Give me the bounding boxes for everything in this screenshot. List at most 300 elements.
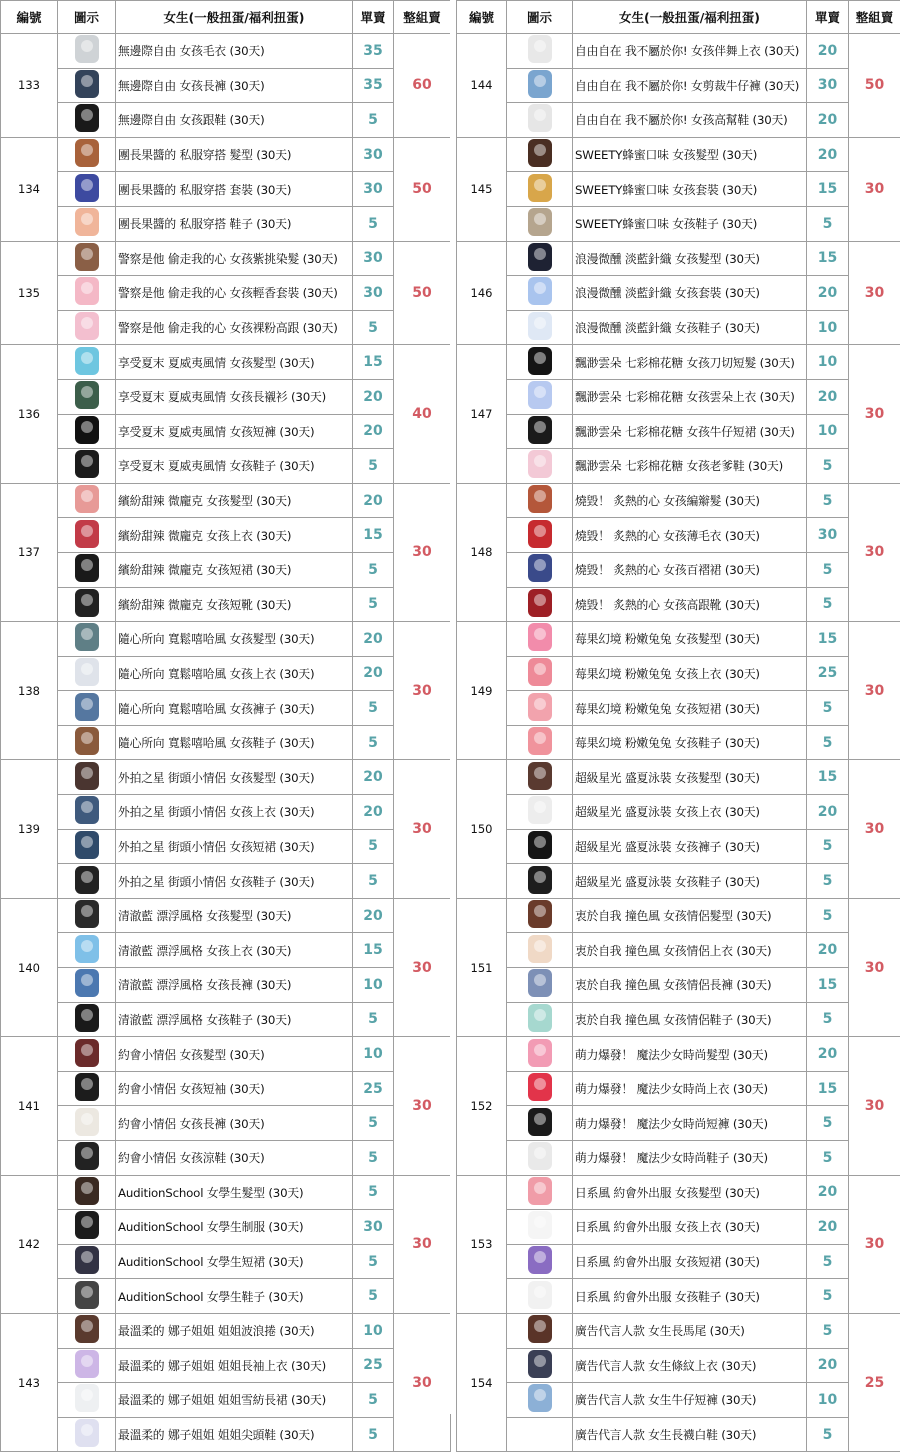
table-row <box>1 1313 451 1348</box>
table-row <box>1 1071 451 1106</box>
sneakers-icon <box>528 450 552 478</box>
item-image-cell <box>58 587 116 622</box>
item-name: AuditionSchool 女學生鞋子 (30天) <box>116 1279 353 1314</box>
item-name: 萌力爆發！ 魔法少女時尚上衣 (30天) <box>573 1071 807 1106</box>
top-icon <box>528 1350 552 1378</box>
item-image-cell <box>507 1175 573 1210</box>
sandals-icon <box>75 1142 99 1170</box>
set-price: 40 <box>394 345 451 483</box>
shoes-icon <box>75 1419 99 1447</box>
table-row <box>1 1037 451 1072</box>
item-image-cell <box>58 68 116 103</box>
table-row <box>1 137 451 172</box>
item-name: 衷於自我 撞色風 女孩情侶上衣 (30天) <box>573 933 807 968</box>
top-icon <box>75 935 99 963</box>
set-price: 30 <box>849 137 900 241</box>
item-name: 享受夏末 夏威夷風情 女孩鞋子 (30天) <box>116 449 353 484</box>
unit-price: 5 <box>807 725 849 760</box>
item-name: 飄渺雲朵 七彩棉花糖 女孩雲朵上衣 (30天) <box>573 379 807 414</box>
unit-price: 20 <box>353 898 394 933</box>
item-name: 警察是他 偷走我的心 女孩輕香套裝 (30天) <box>116 276 353 311</box>
header-row <box>457 1 900 34</box>
set-id: 153 <box>457 1175 507 1313</box>
unit-price: 30 <box>353 1210 394 1245</box>
item-name: 浪漫微醺 淡藍針織 女孩髮型 (30天) <box>573 241 807 276</box>
item-name: 清澈藍 漂浮風格 女孩鞋子 (30天) <box>116 1002 353 1037</box>
set-price: 30 <box>849 760 900 898</box>
skirt-icon <box>75 554 99 582</box>
item-image-cell <box>507 172 573 207</box>
sneakers-icon <box>528 104 552 132</box>
hair-icon <box>528 1039 552 1067</box>
item-name: 莓果幻境 粉嫩兔兔 女孩短裙 (30天) <box>573 691 807 726</box>
item-name: 隨心所向 寬鬆嘻哈風 女孩上衣 (30天) <box>116 656 353 691</box>
set-price: 50 <box>394 241 451 345</box>
item-image-cell <box>507 1313 573 1348</box>
item-image-cell <box>507 34 573 69</box>
unit-price: 20 <box>807 379 849 414</box>
top-icon <box>528 658 552 686</box>
hair-icon <box>528 762 552 790</box>
hair-icon <box>75 1039 99 1067</box>
item-image-cell <box>507 1141 573 1176</box>
item-image-cell <box>507 898 573 933</box>
unit-price: 5 <box>353 691 394 726</box>
table-row <box>1 968 451 1003</box>
table-row <box>1 1279 451 1314</box>
table-row <box>1 103 451 138</box>
shoes-icon <box>75 1004 99 1032</box>
unit-price: 20 <box>807 137 849 172</box>
unit-price: 5 <box>807 829 849 864</box>
item-image-cell <box>58 310 116 345</box>
header-unit-price: 單賣 <box>807 1 849 34</box>
unit-price: 15 <box>353 933 394 968</box>
hair-icon <box>528 139 552 167</box>
hair-icon <box>528 243 552 271</box>
table-row <box>1 276 451 311</box>
table-row <box>1 1106 451 1141</box>
unit-price: 5 <box>807 449 849 484</box>
item-image-cell <box>507 656 573 691</box>
table-row <box>457 1175 900 1210</box>
tshirt-icon <box>75 1073 99 1101</box>
unit-price: 15 <box>807 622 849 657</box>
table-row <box>1 449 451 484</box>
set-id: 133 <box>1 34 58 138</box>
item-name: 外拍之星 街頭小情侶 女孩鞋子 (30天) <box>116 864 353 899</box>
table-row <box>1 760 451 795</box>
skirt-icon <box>528 693 552 721</box>
sweater-icon <box>75 35 99 63</box>
unit-price: 30 <box>353 276 394 311</box>
hair-icon <box>75 762 99 790</box>
table-row <box>1 414 451 449</box>
unit-price: 15 <box>353 518 394 553</box>
table-row <box>457 276 900 311</box>
item-name: 約會小情侶 女孩髮型 (30天) <box>116 1037 353 1072</box>
hair-icon <box>75 1315 99 1343</box>
unit-price: 30 <box>353 241 394 276</box>
item-name: 最溫柔的 娜子姐姐 姐姐波浪捲 (30天) <box>116 1313 353 1348</box>
item-image-cell <box>58 1279 116 1314</box>
shoes-icon <box>528 1419 552 1447</box>
item-name: 外拍之星 街頭小情侶 女孩短裙 (30天) <box>116 829 353 864</box>
item-name: 超級星光 盛夏泳裝 女孩髮型 (30天) <box>573 760 807 795</box>
skirt-icon <box>528 1246 552 1274</box>
item-image-cell <box>507 1383 573 1418</box>
set-id: 135 <box>1 241 58 345</box>
table-row <box>1 656 451 691</box>
unit-price: 15 <box>807 968 849 1003</box>
unit-price: 20 <box>353 795 394 830</box>
top-icon <box>528 1073 552 1101</box>
unit-price: 5 <box>807 1141 849 1176</box>
item-name: 燒毀！ 炙熱的心 女孩高跟靴 (30天) <box>573 587 807 622</box>
unit-price: 20 <box>353 622 394 657</box>
unit-price: 10 <box>353 968 394 1003</box>
item-image-cell <box>507 68 573 103</box>
shoes-icon <box>528 312 552 340</box>
unit-price: 5 <box>353 1002 394 1037</box>
item-image-cell <box>58 552 116 587</box>
item-name: 外拍之星 街頭小情侶 女孩上衣 (30天) <box>116 795 353 830</box>
item-image-cell <box>507 1037 573 1072</box>
item-image-cell <box>58 898 116 933</box>
item-image-cell <box>58 1348 116 1383</box>
item-name: 衷於自我 撞色風 女孩情侶鞋子 (30天) <box>573 1002 807 1037</box>
set-id: 149 <box>457 622 507 760</box>
table-row <box>457 1071 900 1106</box>
item-image-cell <box>507 1002 573 1037</box>
unit-price: 5 <box>807 1002 849 1037</box>
set-price: 30 <box>394 622 451 760</box>
set-id: 142 <box>1 1175 58 1313</box>
set-id: 134 <box>1 137 58 241</box>
unit-price: 5 <box>353 829 394 864</box>
table-row <box>457 1002 900 1037</box>
set-id: 148 <box>457 483 507 621</box>
item-image-cell <box>507 1071 573 1106</box>
skirt-icon <box>75 1384 99 1412</box>
item-image-cell <box>58 172 116 207</box>
item-image-cell <box>507 1106 573 1141</box>
item-name: 莓果幻境 粉嫩兔兔 女孩髮型 (30天) <box>573 622 807 657</box>
item-name: 飄渺雲朵 七彩棉花糖 女孩老爹鞋 (30天) <box>573 449 807 484</box>
table-row <box>457 1313 900 1348</box>
unit-price: 20 <box>807 103 849 138</box>
unit-price: 5 <box>353 864 394 899</box>
unit-price: 10 <box>353 1313 394 1348</box>
table-row <box>457 864 900 899</box>
item-name: 萌力爆發！ 魔法少女時尚髮型 (30天) <box>573 1037 807 1072</box>
item-image-cell <box>507 829 573 864</box>
set-price: 50 <box>849 34 900 138</box>
item-name: SWEETY蜂蜜口味 女孩套裝 (30天) <box>573 172 807 207</box>
set-price: 30 <box>849 622 900 760</box>
item-name: 莓果幻境 粉嫩兔兔 女孩上衣 (30天) <box>573 656 807 691</box>
item-image-cell <box>507 241 573 276</box>
item-image-cell <box>58 933 116 968</box>
item-image-cell <box>507 795 573 830</box>
right-price-table <box>456 0 900 1452</box>
table-row <box>457 691 900 726</box>
hair-icon <box>528 1315 552 1343</box>
top-icon <box>528 381 552 409</box>
item-name: 無邊際自由 女孩跟鞋 (30天) <box>116 103 353 138</box>
top-icon <box>528 35 552 63</box>
item-image-cell <box>507 449 573 484</box>
item-image-cell <box>58 103 116 138</box>
table-row <box>1 552 451 587</box>
item-name: 約會小情侶 女孩長褲 (30天) <box>116 1106 353 1141</box>
unit-price: 5 <box>807 1417 849 1452</box>
table-row <box>457 68 900 103</box>
unit-price: 30 <box>807 68 849 103</box>
item-name: 團長果醬的 私服穿搭 鞋子 (30天) <box>116 206 353 241</box>
pants-icon <box>75 969 99 997</box>
item-image-cell <box>507 379 573 414</box>
shoes-icon <box>75 1281 99 1309</box>
table-row <box>1 483 451 518</box>
item-image-cell <box>58 760 116 795</box>
item-image-cell <box>507 760 573 795</box>
swimsuit-icon <box>528 796 552 824</box>
item-name: 享受夏末 夏威夷風情 女孩長襯衫 (30天) <box>116 379 353 414</box>
item-name: 繽紛甜辣 微龐克 女孩上衣 (30天) <box>116 518 353 553</box>
unit-price: 35 <box>353 68 394 103</box>
header-image: 圖示 <box>58 1 116 34</box>
table-row <box>457 968 900 1003</box>
table-row <box>1 345 451 380</box>
table-row <box>457 795 900 830</box>
item-name: 隨心所向 寬鬆嘻哈風 女孩褲子 (30天) <box>116 691 353 726</box>
set-price: 50 <box>394 137 451 241</box>
unit-price: 20 <box>807 1037 849 1072</box>
item-name: 飄渺雲朵 七彩棉花糖 女孩牛仔短裙 (30天) <box>573 414 807 449</box>
item-image-cell <box>58 1002 116 1037</box>
unit-price: 5 <box>807 898 849 933</box>
item-image-cell <box>507 414 573 449</box>
item-name: 團長果醬的 私服穿搭 髮型 (30天) <box>116 137 353 172</box>
table-row <box>1 1383 451 1418</box>
left-table-body <box>1 34 451 1452</box>
header-id: 編號 <box>1 1 58 34</box>
unit-price: 20 <box>353 656 394 691</box>
uniform-icon <box>75 1211 99 1239</box>
unit-price: 20 <box>807 34 849 69</box>
top-icon <box>75 658 99 686</box>
table-row <box>457 760 900 795</box>
table-row <box>457 241 900 276</box>
table-row <box>457 103 900 138</box>
unit-price: 20 <box>807 1348 849 1383</box>
table-row <box>457 898 900 933</box>
item-image-cell <box>507 1244 573 1279</box>
item-image-cell <box>58 1175 116 1210</box>
table-row <box>457 1037 900 1072</box>
table-row <box>457 1279 900 1314</box>
table-row <box>1 1002 451 1037</box>
header-row <box>1 1 451 34</box>
set-id: 147 <box>457 345 507 483</box>
item-name: 自由自在 我不屬於你! 女孩伴舞上衣 (30天) <box>573 34 807 69</box>
set-id: 150 <box>457 760 507 898</box>
outfit-icon <box>75 174 99 202</box>
item-name: 日系風 約會外出服 女孩髮型 (30天) <box>573 1175 807 1210</box>
hair-icon <box>75 623 99 651</box>
unit-price: 30 <box>807 518 849 553</box>
item-image-cell <box>58 379 116 414</box>
table-row <box>457 449 900 484</box>
right-table-column <box>450 0 900 1414</box>
table-row <box>457 34 900 69</box>
shorts-icon <box>528 1384 552 1412</box>
table-row <box>457 137 900 172</box>
item-name: 約會小情侶 女孩涼鞋 (30天) <box>116 1141 353 1176</box>
item-name: 衷於自我 撞色風 女孩情侶髮型 (30天) <box>573 898 807 933</box>
item-name: 超級星光 盛夏泳裝 女孩鞋子 (30天) <box>573 864 807 899</box>
item-name: 自由自在 我不屬於你! 女孩高幫鞋 (30天) <box>573 103 807 138</box>
item-name: 廣告代言人款 女生長襪白鞋 (30天) <box>573 1417 807 1452</box>
item-name: 清澈藍 漂浮風格 女孩長褲 (30天) <box>116 968 353 1003</box>
item-image-cell <box>507 1210 573 1245</box>
table-row <box>457 483 900 518</box>
item-image-cell <box>58 622 116 657</box>
shoes-icon <box>75 727 99 755</box>
unit-price: 5 <box>353 310 394 345</box>
shoes-icon <box>75 208 99 236</box>
table-row <box>1 1348 451 1383</box>
unit-price: 15 <box>807 172 849 207</box>
item-image-cell <box>58 206 116 241</box>
set-price: 30 <box>849 898 900 1036</box>
item-name: 萌力爆發！ 魔法少女時尚鞋子 (30天) <box>573 1141 807 1176</box>
table-row <box>1 68 451 103</box>
set-price: 30 <box>394 760 451 898</box>
unit-price: 5 <box>807 691 849 726</box>
item-name: SWEETY蜂蜜口味 女孩髮型 (30天) <box>573 137 807 172</box>
item-image-cell <box>58 449 116 484</box>
unit-price: 20 <box>807 276 849 311</box>
pants-icon <box>75 70 99 98</box>
unit-price: 10 <box>353 1037 394 1072</box>
item-name: 清澈藍 漂浮風格 女孩髮型 (30天) <box>116 898 353 933</box>
left-table-column <box>0 0 450 1414</box>
item-name: 莓果幻境 粉嫩兔兔 女孩鞋子 (30天) <box>573 725 807 760</box>
table-row <box>457 518 900 553</box>
hair-icon <box>75 485 99 513</box>
item-image-cell <box>58 1417 116 1452</box>
item-image-cell <box>507 1348 573 1383</box>
item-image-cell <box>58 1383 116 1418</box>
item-name: 廣告代言人款 女生條紋上衣 (30天) <box>573 1348 807 1383</box>
table-row <box>1 691 451 726</box>
item-image-cell <box>507 518 573 553</box>
top-icon <box>75 796 99 824</box>
item-image-cell <box>58 518 116 553</box>
item-name: 約會小情侶 女孩短袖 (30天) <box>116 1071 353 1106</box>
boots-icon <box>75 589 99 617</box>
item-name: 享受夏末 夏威夷風情 女孩髮型 (30天) <box>116 345 353 380</box>
item-name: 隨心所向 寬鬆嘻哈風 女孩鞋子 (30天) <box>116 725 353 760</box>
set-price: 30 <box>849 345 900 483</box>
jeans-icon <box>528 70 552 98</box>
item-name: 繽紛甜辣 微龐克 女孩髮型 (30天) <box>116 483 353 518</box>
unit-price: 20 <box>807 795 849 830</box>
item-name: 燒毀！ 炙熱的心 女孩編辮髮 (30天) <box>573 483 807 518</box>
set-price: 30 <box>849 1037 900 1175</box>
item-image-cell <box>58 345 116 380</box>
right-table-body <box>457 34 900 1452</box>
unit-price: 20 <box>807 1210 849 1245</box>
item-name: 清澈藍 漂浮風格 女孩上衣 (30天) <box>116 933 353 968</box>
table-row <box>1 518 451 553</box>
unit-price: 25 <box>353 1348 394 1383</box>
set-id: 143 <box>1 1313 58 1451</box>
set-price: 30 <box>394 1037 451 1175</box>
sneakers-icon <box>528 1004 552 1032</box>
top-icon <box>75 1350 99 1378</box>
unit-price: 5 <box>353 1175 394 1210</box>
set-price: 30 <box>394 1313 451 1451</box>
item-name: 無邊際自由 女孩毛衣 (30天) <box>116 34 353 69</box>
boots-icon <box>528 589 552 617</box>
shirt-icon <box>75 381 99 409</box>
table-row <box>457 622 900 657</box>
unit-price: 5 <box>353 1383 394 1418</box>
unit-price: 20 <box>807 1175 849 1210</box>
shorts-icon <box>75 416 99 444</box>
item-name: 最溫柔的 娜子姐姐 姐姐尖頭鞋 (30天) <box>116 1417 353 1452</box>
unit-price: 20 <box>353 379 394 414</box>
item-image-cell <box>507 137 573 172</box>
unit-price: 5 <box>353 587 394 622</box>
top-icon <box>528 935 552 963</box>
item-name: 燒毀！ 炙熱的心 女孩百褶裙 (30天) <box>573 552 807 587</box>
item-image-cell <box>58 656 116 691</box>
unit-price: 20 <box>353 414 394 449</box>
unit-price: 25 <box>807 656 849 691</box>
item-name: 超級星光 盛夏泳裝 女孩褲子 (30天) <box>573 829 807 864</box>
item-name: 警察是他 偷走我的心 女孩紫挑染髮 (30天) <box>116 241 353 276</box>
table-row <box>457 1244 900 1279</box>
swimwear-bottom-icon <box>528 831 552 859</box>
item-image-cell <box>507 276 573 311</box>
table-row <box>457 310 900 345</box>
table-row <box>1 898 451 933</box>
sandals-icon <box>528 866 552 894</box>
table-row <box>457 1417 900 1452</box>
hair-icon <box>75 900 99 928</box>
outfit-icon <box>528 174 552 202</box>
item-image-cell <box>507 933 573 968</box>
table-row <box>1 241 451 276</box>
item-name: SWEETY蜂蜜口味 女孩鞋子 (30天) <box>573 206 807 241</box>
header-id: 編號 <box>457 1 507 34</box>
table-row <box>457 656 900 691</box>
item-name: 浪漫微醺 淡藍針織 女孩套裝 (30天) <box>573 276 807 311</box>
unit-price: 5 <box>807 206 849 241</box>
set-id: 137 <box>1 483 58 621</box>
unit-price: 30 <box>353 172 394 207</box>
table-row <box>1 933 451 968</box>
table-row <box>1 1141 451 1176</box>
unit-price: 15 <box>807 760 849 795</box>
unit-price: 5 <box>807 552 849 587</box>
item-image-cell <box>58 1071 116 1106</box>
item-name: AuditionSchool 女學生髮型 (30天) <box>116 1175 353 1210</box>
